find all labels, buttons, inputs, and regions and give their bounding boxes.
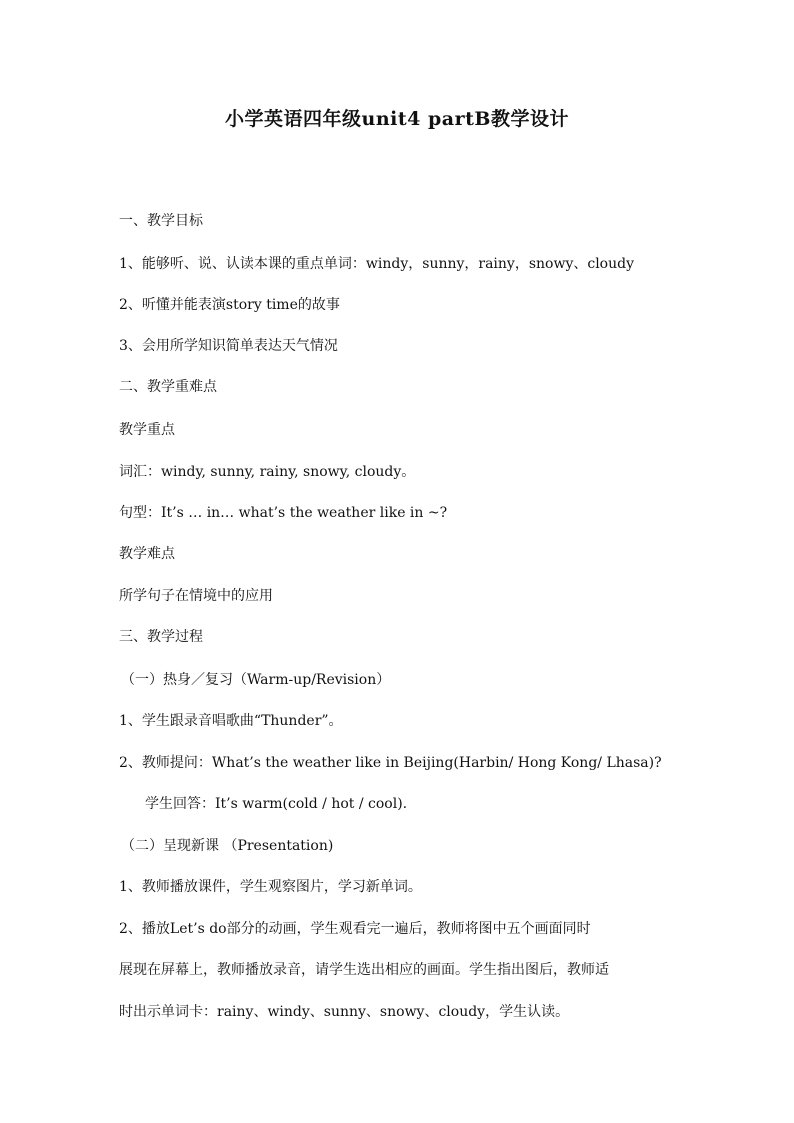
warm-up-item-2: 2、教师提问：What’s the weather like in Beijing(Harbin/ Hong Kong/ Lhasa)? [119, 755, 662, 771]
presentation-item-2-cont-2: 时出示单词卡：rainy、windy、sunny、snowy、cloudy，学生认读。 [119, 1004, 570, 1020]
presentation-item-2-cont-1: 展现在屏幕上，教师播放录音，请学生选出相应的画面。学生指出图后，教师适 [119, 962, 609, 978]
vocabulary-line: 词汇：windy, sunny, rainy, snowy, cloudy。 [119, 464, 416, 480]
objective-3: 3、会用所学知识简单表达天气情况 [119, 338, 338, 354]
objective-1: 1、能够听、说、认读本课的重点单词：windy，sunny，rainy，snowy、cloudy [119, 256, 634, 272]
document-title: 小学英语四年级unit4 partB教学设计 [225, 108, 569, 130]
presentation-item-1: 1、教师播放课件，学生观察图片，学习新单词。 [119, 879, 422, 895]
difficult-point-text: 所学句子在情境中的应用 [119, 588, 273, 604]
subheading-difficult-points: 教学难点 [119, 546, 175, 562]
warm-up-item-1: 1、学生跟录音唱歌曲“Thunder”。 [119, 713, 343, 729]
step-presentation-heading: （二）呈现新课 （Presentation) [121, 838, 334, 854]
objective-2: 2、听懂并能表演story time的故事 [119, 297, 340, 313]
heading-teaching-process: 三、教学过程 [119, 629, 203, 645]
presentation-item-2: 2、播放Let’s do部分的动画，学生观看完一遍后，教师将图中五个画面同时 [119, 921, 591, 937]
heading-teaching-objectives: 一、教学目标 [119, 213, 203, 229]
subheading-key-points: 教学重点 [119, 422, 175, 438]
step-warm-up-heading: （一）热身／复习（Warm-up/Revision） [121, 672, 391, 688]
student-answer-line: 学生回答：It’s warm(cold / hot / cool). [145, 796, 408, 812]
sentence-pattern-line: 句型：It’s … in… what’s the weather like in ~? [119, 505, 448, 521]
heading-key-difficult-points: 二、教学重难点 [119, 379, 217, 395]
